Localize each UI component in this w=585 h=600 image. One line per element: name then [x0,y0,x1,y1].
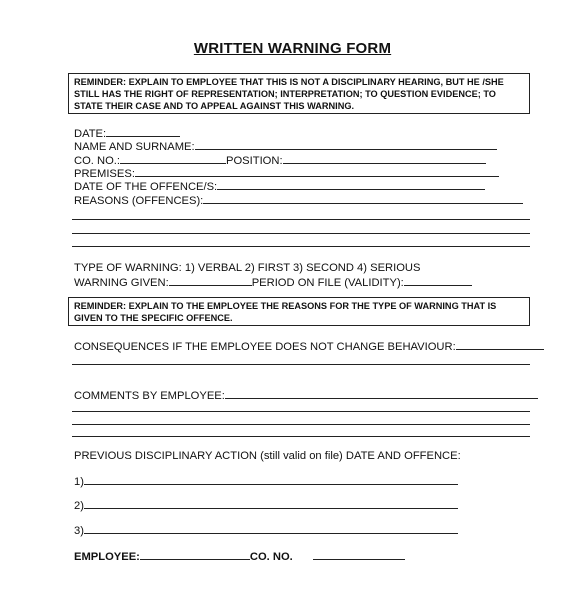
premises-field[interactable] [135,166,499,177]
reminder-text-1: REMINDER: EXPLAIN TO EMPLOYEE THAT THIS IS NOT A DISCIPLINARY HEARING, BUT HE /SHE STILL HAS THE RIGHT OF REPRESENTATION; INTERPRETATION; TO QUESTION EVIDENCE; TO STATE THEIR CASE AND TO APPEAL AGAINST THIS WARNING. [74,77,504,111]
date-offence-label: DATE OF THE OFFENCE/S: [74,181,218,193]
employee-field[interactable] [140,549,250,560]
comments-row [74,388,538,403]
reminder-box-2 [68,297,530,326]
reasons-line-4[interactable] [72,246,530,247]
consequences-label: CONSEQUENCES IF THE EMPLOYEE DOES NOT CHANGE BEHAVIOUR: [74,341,456,353]
reasons-label: REASONS (OFFENCES): [74,195,204,207]
item-1-field[interactable] [84,474,458,485]
item-3-label: 3) [74,525,84,537]
previous-action-row [74,450,461,463]
comments-line-2[interactable] [72,411,530,412]
period-field[interactable] [404,275,472,286]
co-no-label: CO. NO.: [74,155,120,167]
name-label: NAME AND SURNAME: [74,141,195,153]
consequences-row [74,339,544,354]
consequences-line-2[interactable] [72,364,530,365]
item-3-field[interactable] [84,523,458,534]
date-offence-field[interactable] [217,179,485,190]
warning-given-row [74,275,472,290]
position-field[interactable] [283,153,486,164]
name-row [74,139,497,154]
item-1-label: 1) [74,476,84,488]
previous-action-label: PREVIOUS DISCIPLINARY ACTION (still valid on file) DATE AND OFFENCE: [74,450,461,462]
period-label: PERIOD ON FILE (VALIDITY): [251,277,404,289]
reminder-box-1 [68,73,530,114]
form-title: WRITTEN WARNING FORM [193,40,392,57]
premises-label: PREMISES: [74,168,135,180]
reasons-row [74,193,523,208]
comments-line-3[interactable] [72,424,530,425]
type-of-warning-text: TYPE OF WARNING: 1) VERBAL 2) FIRST 3) SECOND 4) SERIOUS [74,262,421,274]
consequences-field[interactable] [456,339,544,350]
warning-given-label: WARNING GIVEN: [74,277,169,289]
employee-row [74,549,405,564]
date-label: DATE: [74,128,107,140]
warning-given-field[interactable] [169,275,252,286]
co-no-2-label: CO. NO. [249,551,293,563]
co-no-2-field[interactable] [313,549,405,560]
comments-field[interactable] [225,388,538,399]
position-label: POSITION: [226,155,283,167]
previous-item-2 [74,498,458,513]
reminder-text-2: REMINDER: EXPLAIN TO THE EMPLOYEE THE REASONS FOR THE TYPE OF WARNING THAT IS GIVEN TO THE SPECIFIC OFFENCE. [74,301,497,323]
employee-label: EMPLOYEE: [74,551,140,563]
reasons-field[interactable] [203,193,523,204]
previous-item-1 [74,474,458,489]
reasons-line-2[interactable] [72,219,530,220]
type-of-warning-row [74,262,420,275]
name-field[interactable] [195,139,497,150]
reasons-line-3[interactable] [72,233,530,234]
comments-line-4[interactable] [72,436,530,437]
item-2-label: 2) [74,500,84,512]
previous-item-3 [74,523,458,538]
date-offence-row [74,179,485,194]
comments-label: COMMENTS BY EMPLOYEE: [74,390,225,402]
item-2-field[interactable] [84,498,458,509]
date-field[interactable] [106,126,180,137]
co-no-field[interactable] [120,153,226,164]
